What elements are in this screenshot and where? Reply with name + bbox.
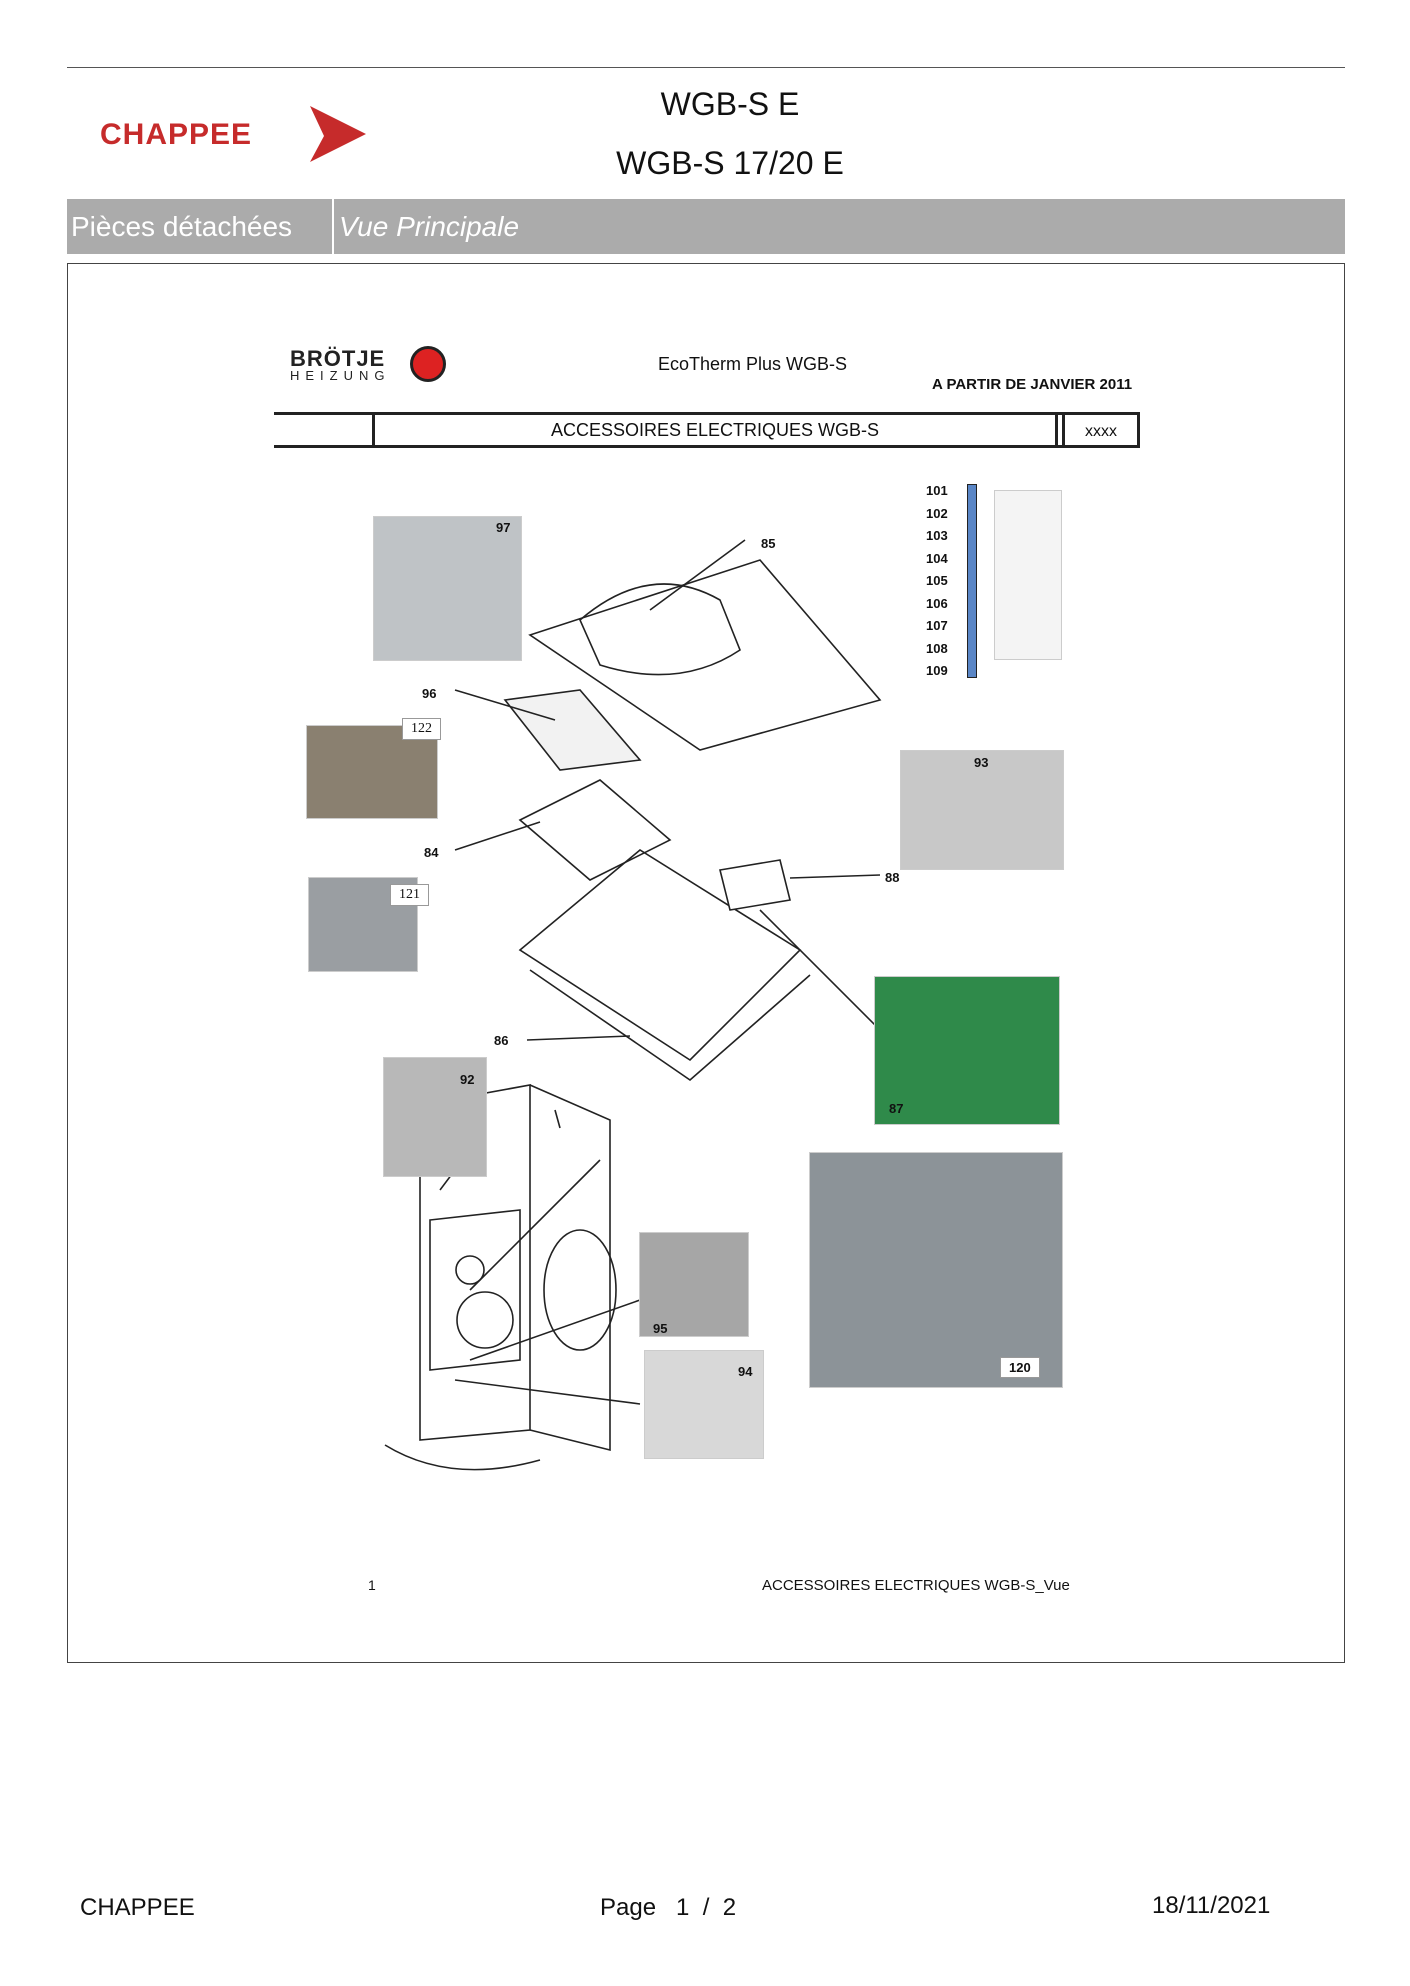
model-title: WGB-S E <box>660 86 800 122</box>
part-label: 96 <box>422 686 437 701</box>
sheet-code: xxxx <box>1062 415 1140 445</box>
code-item: 103 <box>926 528 948 543</box>
brotje-logo-bottom: HEIZUNG <box>290 368 391 383</box>
product-name: EcoTherm Plus WGB-S <box>658 354 848 374</box>
sheet-page-number: 1 <box>368 1577 376 1593</box>
section-label: Pièces détachées <box>67 199 334 254</box>
sheet-title: ACCESSOIRES ELECTRIQUES WGB-S <box>372 415 1058 445</box>
fuse-holder-photo <box>373 516 522 661</box>
part-label: 92 <box>460 1072 475 1087</box>
code-item: 102 <box>926 505 948 521</box>
code-item: 107 <box>926 618 948 633</box>
view-label: Vue Principale <box>339 211 520 242</box>
code-item: 108 <box>926 640 948 656</box>
brand-text: CHAPPEE <box>100 118 253 151</box>
part-label: 93 <box>974 755 989 770</box>
part-label: 87 <box>889 1101 904 1116</box>
connector-strip-photo <box>994 490 1062 660</box>
footer-company: CHAPPEE <box>80 1894 195 1921</box>
brotje-logo-top: BRÖTJE <box>290 346 386 371</box>
part-label: 88 <box>885 870 900 885</box>
model-subtitle: WGB-S 17/20 E <box>616 145 844 181</box>
part-tag: 120 <box>1000 1357 1040 1378</box>
part-label: 86 <box>494 1033 509 1048</box>
part-label: 95 <box>653 1321 668 1336</box>
code-item: 101 <box>926 483 948 498</box>
code-item: 104 <box>926 550 948 566</box>
code-item: 109 <box>926 663 948 678</box>
code-bracket <box>967 484 977 678</box>
code-item: 106 <box>926 595 948 611</box>
sheet-name: ACCESSOIRES ELECTRIQUES WGB-S_Vue <box>762 1577 1070 1594</box>
footer-date: 18/11/2021 <box>1152 1892 1271 1919</box>
part-label: 94 <box>738 1364 753 1379</box>
part-label: 85 <box>761 536 776 551</box>
part-tag: 122 <box>402 718 441 740</box>
footer-page: Page 1 / 2 <box>600 1894 737 1921</box>
code-list <box>926 480 966 683</box>
part-label: 97 <box>496 520 511 535</box>
part-label: 84 <box>424 845 439 860</box>
validity-date: A PARTIR DE JANVIER 2011 <box>932 376 1133 393</box>
code-item: 105 <box>926 573 948 588</box>
part-tag: 121 <box>390 884 429 906</box>
wiring-harness-photo <box>809 1152 1063 1388</box>
